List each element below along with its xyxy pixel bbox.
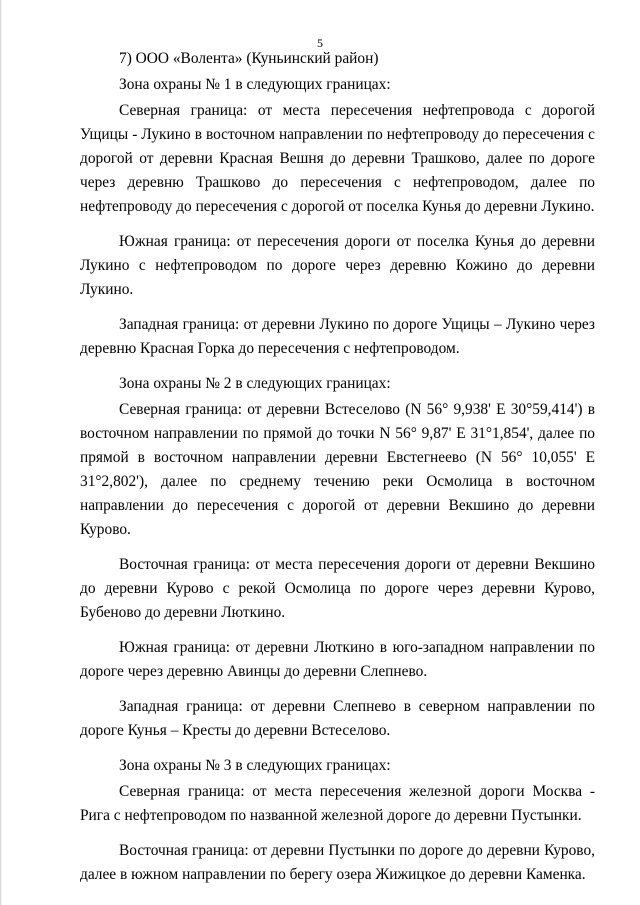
zone-heading-3: Зона охраны № 3 в следующих границах:	[119, 757, 391, 774]
zone-1-western-border: Западная граница: от деревни Лукино по дороге Ущицы – Лукино через деревню Красная Горка до пересечения с нефтепроводом.	[80, 316, 595, 357]
zone-2-northern-border: Северная граница: от деревни Встеселово (N 56° 9,938' E 30°59,414') в восточном направлении по прямой до точки N 56° 9,87' E 31°1,854', далее по прямой в восточном направлении деревни Евстегнеево (N 56° 10,055' E 31°2,802'), далее по среднему течению реки Осмолица в восточном направлении до пересечения с дорогой от деревни Векшино до деревни Курово.	[80, 401, 595, 538]
zone-1-southern-border: Южная граница: от пересечения дороги от поселка Кунья до деревни Лукино с нефтепроводом по дороге через деревню Кожино до деревни Лукино.	[80, 233, 595, 298]
zone-heading-2: Зона охраны № 2 в следующих границах:	[119, 375, 391, 392]
zone-3-eastern-border: Восточная граница: от деревни Пустынки по дороге до деревни Курово, далее в южном направлении по берегу озера Жижицкое до деревни Каменка.	[80, 842, 595, 883]
zone-3-northern-border: Северная граница: от места пересечения железной дороги Москва - Рига с нефтепроводом по названной железной дороге до деревни Пустынки.	[80, 783, 595, 824]
section-heading: 7) ООО «Волента» (Куньинский район)	[119, 50, 379, 67]
zone-heading-1: Зона охраны № 1 в следующих границах:	[119, 76, 391, 93]
zone-2-western-border: Западная граница: от деревни Слепнево в северном направлении по дороге Кунья – Кресты до деревни Встеселово.	[80, 698, 595, 739]
zone-1-northern-border: Северная граница: от места пересечения нефтепровода с дорогой Ущицы - Лукино в восточном направлении по нефтепроводу до пересечения с дорогой от деревни Красная Вешня до деревни Трашково, далее по дороге через деревню Трашково до пересечения с нефтепроводом, далее по нефтепроводу до пересечения с дорогой от поселка Кунья до деревни Лукино.	[80, 102, 595, 215]
page-edge-shadow	[0, 0, 2, 905]
page-number: 5	[317, 36, 323, 50]
zone-2-southern-border: Южная граница: от деревни Люткино в юго-западном направлении по дороге через деревню Авинцы до деревни Слепнево.	[80, 639, 595, 680]
zone-2-eastern-border: Восточная граница: от места пересечения дороги от деревни Векшино до деревни Курово с рекой Осмолица по дороге через деревни Курово, Бубеново до деревни Люткино.	[80, 556, 595, 621]
document-body	[80, 47, 595, 898]
